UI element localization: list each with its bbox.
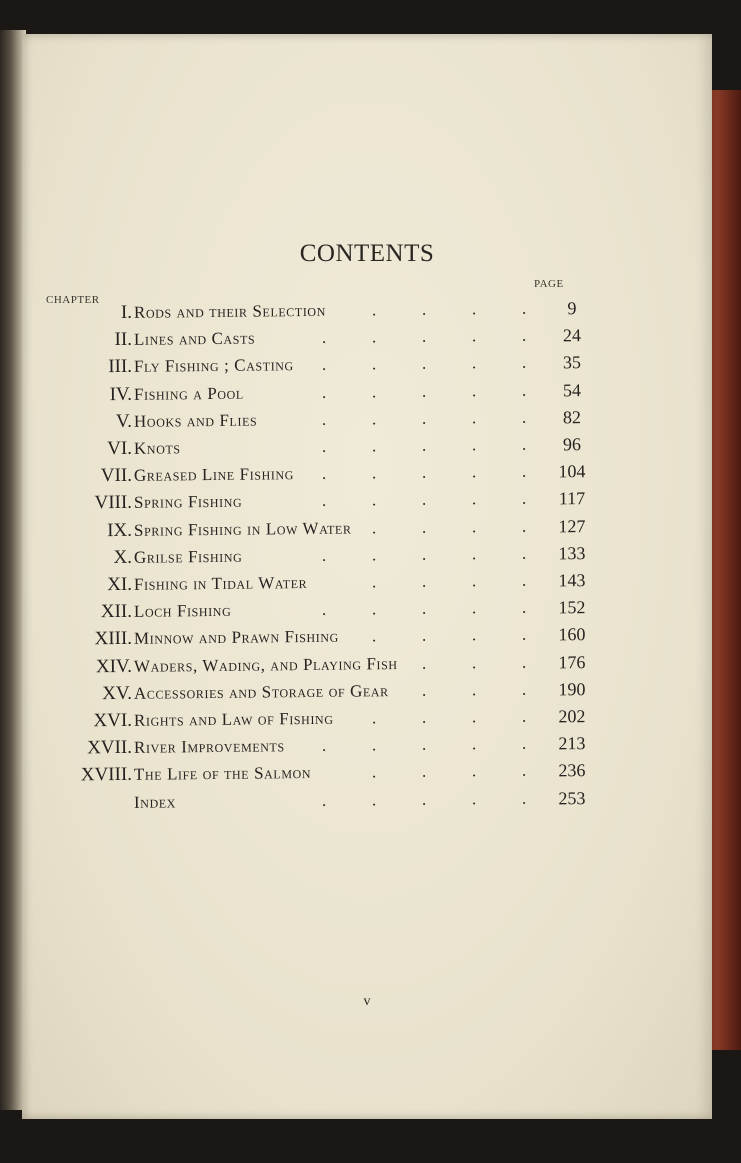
- leader-dot: .: [371, 789, 377, 809]
- leader-dot: .: [521, 434, 527, 454]
- chapter-title: Fly Fishing ; Casting: [133, 355, 294, 377]
- chapter-number: VII.: [100, 465, 133, 487]
- leader-dot: .: [421, 762, 427, 782]
- page-number: 127: [558, 515, 586, 536]
- leader-dot: .: [471, 326, 477, 346]
- leader-dot: .: [371, 381, 377, 401]
- leader-dot: .: [471, 544, 477, 564]
- leader-dot: .: [471, 353, 477, 373]
- page-number: 176: [558, 651, 586, 672]
- leader-dot: .: [371, 599, 377, 619]
- chapter-title: The Life of the Salmon: [133, 763, 312, 785]
- leader-dot: .: [521, 298, 527, 318]
- chapter-number: III.: [108, 356, 133, 378]
- leader-dot: .: [321, 355, 327, 375]
- leader-dot: .: [421, 381, 427, 401]
- leader-dot: .: [471, 680, 477, 700]
- leader-dot: .: [371, 735, 377, 755]
- page-number: 190: [558, 678, 586, 700]
- leader-dot: .: [321, 382, 327, 402]
- book-page: [22, 34, 712, 1119]
- leader-dot: .: [471, 516, 477, 536]
- leader-dot: .: [521, 407, 527, 427]
- leader-dot: .: [371, 463, 377, 483]
- leader-dot: .: [371, 517, 377, 537]
- leader-dot: .: [321, 736, 327, 756]
- leader-dot: .: [421, 354, 427, 374]
- leader-dot: .: [521, 543, 527, 563]
- leader-dot: .: [471, 598, 477, 618]
- page-number: 253: [558, 787, 586, 808]
- chapter-number: XIV.: [95, 655, 133, 677]
- chapter-number: IX.: [107, 519, 133, 541]
- leader-dot: .: [421, 299, 427, 319]
- leader-dot: .: [321, 464, 327, 484]
- chapter-column-label: CHAPTER: [46, 294, 100, 306]
- leader-dot: .: [471, 435, 477, 455]
- leader-dot: .: [521, 679, 527, 699]
- leader-dot: .: [321, 328, 327, 348]
- leader-dot: .: [471, 462, 477, 482]
- leader-dot: .: [421, 462, 427, 482]
- chapter-title: Fishing a Pool: [133, 383, 244, 404]
- chapter-title: River Improvements: [133, 736, 285, 758]
- leader-dot: .: [421, 490, 427, 510]
- page-number: 236: [558, 760, 586, 781]
- chapter-title: Waders, Wading, and Playing Fish: [133, 653, 398, 676]
- leader-dot: .: [421, 408, 427, 428]
- chapter-title: Loch Fishing: [133, 600, 232, 622]
- leader-dot: .: [421, 598, 427, 618]
- page-folio: v: [363, 994, 371, 1009]
- leader-dot: .: [371, 327, 377, 347]
- leader-dot: .: [521, 733, 527, 753]
- page-number: 143: [558, 570, 586, 591]
- chapter-number: XV.: [102, 682, 133, 704]
- chapter-number: XVIII.: [80, 764, 133, 786]
- chapter-number: XVII.: [87, 737, 133, 759]
- page-number: 160: [558, 624, 586, 645]
- leader-dot: .: [471, 734, 477, 754]
- chapter-title: Spring Fishing: [133, 492, 243, 513]
- page-number: 96: [562, 434, 582, 455]
- leader-dot: .: [521, 489, 527, 509]
- leader-dot: .: [321, 545, 327, 565]
- leader-dot: .: [521, 652, 527, 672]
- page-number: 152: [558, 597, 586, 618]
- leader-dot: .: [521, 761, 527, 781]
- leader-dot: .: [421, 789, 427, 809]
- leader-dot: .: [421, 544, 427, 564]
- page-number: 117: [558, 488, 586, 509]
- leader-dot: .: [421, 571, 427, 591]
- page-number: 35: [562, 352, 582, 373]
- leader-dot: .: [421, 707, 427, 727]
- leader-dot: .: [371, 626, 377, 646]
- chapter-title: Lines and Casts: [133, 328, 256, 350]
- chapter-title: Knots: [133, 438, 181, 458]
- leader-dot: .: [471, 299, 477, 319]
- page-number: 104: [558, 461, 586, 482]
- leader-dot: .: [521, 461, 527, 481]
- leader-dot: .: [421, 653, 427, 673]
- page-number: 9: [567, 298, 577, 319]
- leader-dot: .: [321, 491, 327, 511]
- chapter-number: VIII.: [94, 492, 133, 514]
- chapter-title: Minnow and Prawn Fishing: [133, 627, 339, 649]
- leader-dot: .: [471, 761, 477, 781]
- leader-dot: .: [521, 570, 527, 590]
- leader-dot: .: [521, 380, 527, 400]
- page-number: 54: [562, 379, 582, 400]
- leader-dot: .: [421, 435, 427, 455]
- chapter-title: Accessories and Storage of Gear: [133, 680, 389, 703]
- leader-dot: .: [371, 300, 377, 320]
- chapter-title: Rights and Law of Fishing: [133, 708, 334, 730]
- page-number: 202: [558, 706, 586, 727]
- chapter-number: VI.: [107, 437, 133, 460]
- leader-dot: .: [471, 489, 477, 509]
- leader-dot: .: [371, 762, 377, 782]
- leader-dot: .: [521, 625, 527, 645]
- leader-dot: .: [421, 680, 427, 700]
- leader-dot: .: [371, 572, 377, 592]
- leader-dot: .: [471, 408, 477, 428]
- chapter-number: XI.: [107, 573, 133, 596]
- leader-dot: .: [471, 788, 477, 808]
- chapter-number: XII.: [100, 601, 133, 623]
- leader-dot: .: [471, 380, 477, 400]
- leader-dot: .: [471, 652, 477, 672]
- chapter-title: Rods and their Selection: [133, 300, 327, 322]
- contents-heading: CONTENTS: [299, 240, 435, 267]
- leader-dot: .: [321, 436, 327, 456]
- leader-dot: .: [371, 545, 377, 565]
- leader-dot: .: [371, 409, 377, 429]
- chapter-title: Fishing in Tidal Water: [133, 573, 308, 594]
- chapter-number: X.: [113, 546, 133, 568]
- leader-dot: .: [521, 706, 527, 726]
- page-number: 133: [558, 542, 586, 564]
- chapter-title: Greased Line Fishing: [133, 464, 295, 486]
- chapter-title: Hooks and Flies: [133, 410, 258, 431]
- leader-dot: .: [521, 516, 527, 536]
- chapter-title: Index: [133, 791, 177, 812]
- leader-dot: .: [371, 354, 377, 374]
- leader-dot: .: [521, 788, 527, 808]
- page-column-label: PAGE: [534, 278, 564, 290]
- leader-dot: .: [371, 436, 377, 456]
- chapter-title: Grilse Fishing: [133, 546, 243, 567]
- leader-dot: .: [471, 571, 477, 591]
- leader-dot: .: [471, 625, 477, 645]
- leader-dot: .: [371, 708, 377, 728]
- leader-dot: .: [521, 325, 527, 345]
- page-number: 24: [562, 325, 582, 346]
- chapter-number: I.: [120, 301, 133, 323]
- leader-dot: .: [521, 597, 527, 617]
- leader-dot: .: [421, 326, 427, 346]
- chapter-number: V.: [115, 410, 133, 432]
- chapter-number: IV.: [109, 383, 133, 405]
- leader-dot: .: [371, 490, 377, 510]
- leader-dot: .: [321, 409, 327, 429]
- chapter-number: II.: [114, 329, 133, 351]
- leader-dot: .: [321, 790, 327, 810]
- leader-dot: .: [421, 626, 427, 646]
- chapter-title: Spring Fishing in Low Water: [133, 518, 352, 540]
- leader-dot: .: [471, 707, 477, 727]
- leader-dot: .: [521, 353, 527, 373]
- chapter-number: XIII.: [94, 628, 133, 650]
- leader-dot: .: [421, 734, 427, 754]
- chapter-number: XVI.: [93, 709, 133, 732]
- leader-dot: .: [421, 517, 427, 537]
- page-number: 213: [558, 733, 586, 754]
- leader-dot: .: [321, 600, 327, 620]
- page-number: 82: [562, 406, 582, 428]
